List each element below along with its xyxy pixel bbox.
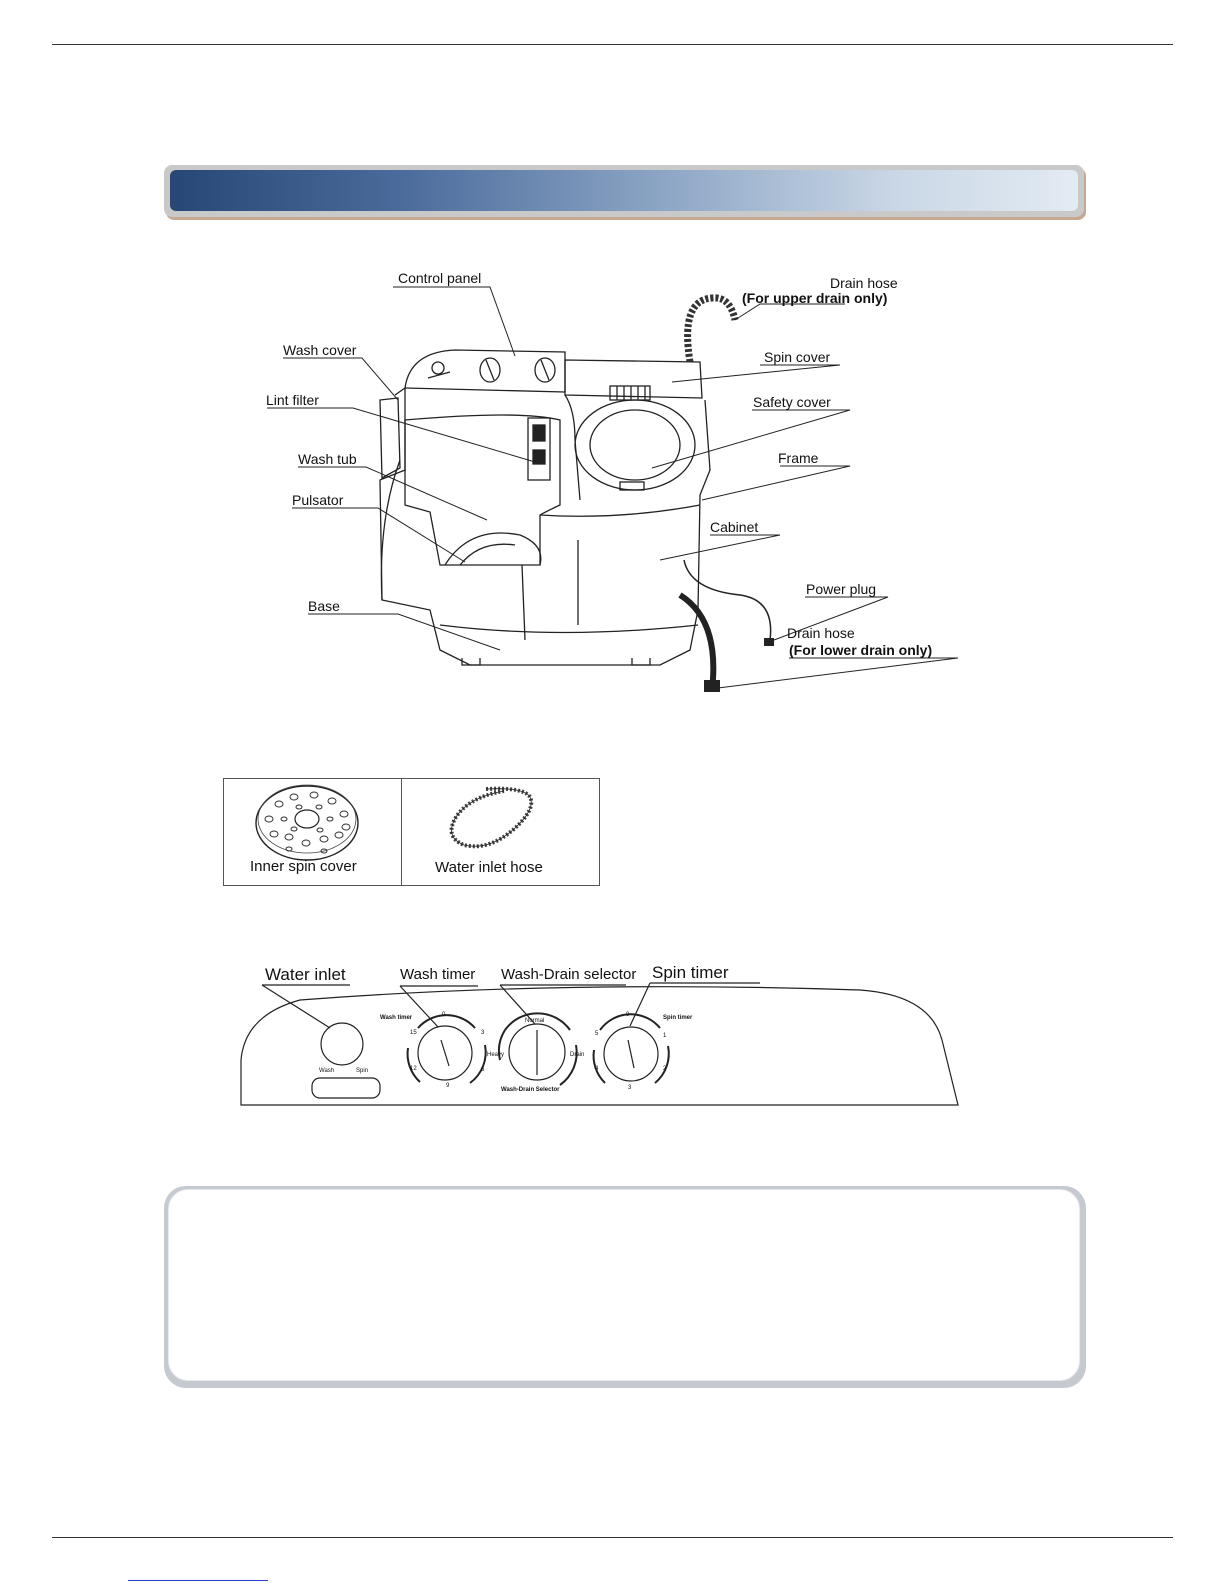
wash-dial-6: 6 [481,1067,485,1073]
wash-dial-3: 3 [481,1030,485,1036]
label-power-plug: Power plug [806,581,877,597]
panel-text-normal: Normal [525,1018,545,1024]
spin-dial-5: 5 [595,1031,599,1037]
spin-dial-3: 3 [628,1085,632,1091]
label-water-inlet: Water inlet [265,965,346,984]
accessory-label-inner-spin-cover: Inner spin cover [250,858,357,875]
label-pulsator: Pulsator [292,492,344,508]
label-control-panel: Control panel [398,270,482,286]
panel-text-wash-drain-selector: Wash-Drain Selector [501,1087,560,1093]
label-drain-hose-upper: Drain hose [830,275,898,291]
label-wash-drain-selector: Wash-Drain selector [501,966,637,983]
wash-dial-15: 15 [410,1030,417,1036]
label-drain-hose-lower-note: (For lower drain only) [789,642,933,658]
label-base: Base [308,598,340,614]
accessory-label-water-inlet-hose: Water inlet hose [435,859,543,876]
spin-dial-1: 1 [663,1033,667,1039]
panel-text-wash: Wash [319,1068,335,1074]
label-spin-cover: Spin cover [764,349,831,365]
label-drain-hose-lower: Drain hose [787,625,855,641]
spin-dial-4: 4 [595,1066,599,1072]
label-frame: Frame [778,450,819,466]
note-box [164,1186,1086,1388]
label-spin-timer: Spin timer [652,963,729,982]
panel-text-spin: Spin [356,1068,369,1074]
wash-dial-0: 0 [442,1012,446,1018]
panel-text-heavy: Heavy [487,1052,505,1058]
label-drain-hose-upper-note: (For upper drain only) [742,290,888,306]
label-safety-cover: Safety cover [753,394,831,410]
label-lint-filter: Lint filter [266,392,319,408]
panel-text-drain: Drain [570,1052,585,1058]
label-wash-timer: Wash timer [400,966,476,983]
footer-rule [52,1537,1173,1538]
label-wash-cover: Wash cover [283,342,357,358]
note-box-inner [168,1189,1080,1381]
wash-dial-12: 12 [410,1066,417,1072]
footer-link-underline[interactable] [128,1580,268,1581]
panel-text-spin-timer: Spin timer [663,1015,693,1021]
panel-text-wash-timer: Wash timer [380,1015,413,1021]
label-wash-tub: Wash tub [298,451,357,467]
spin-dial-2: 2 [663,1066,667,1072]
wash-dial-9: 9 [446,1083,450,1089]
label-cabinet: Cabinet [710,519,759,535]
spin-dial-0: 0 [626,1012,630,1018]
